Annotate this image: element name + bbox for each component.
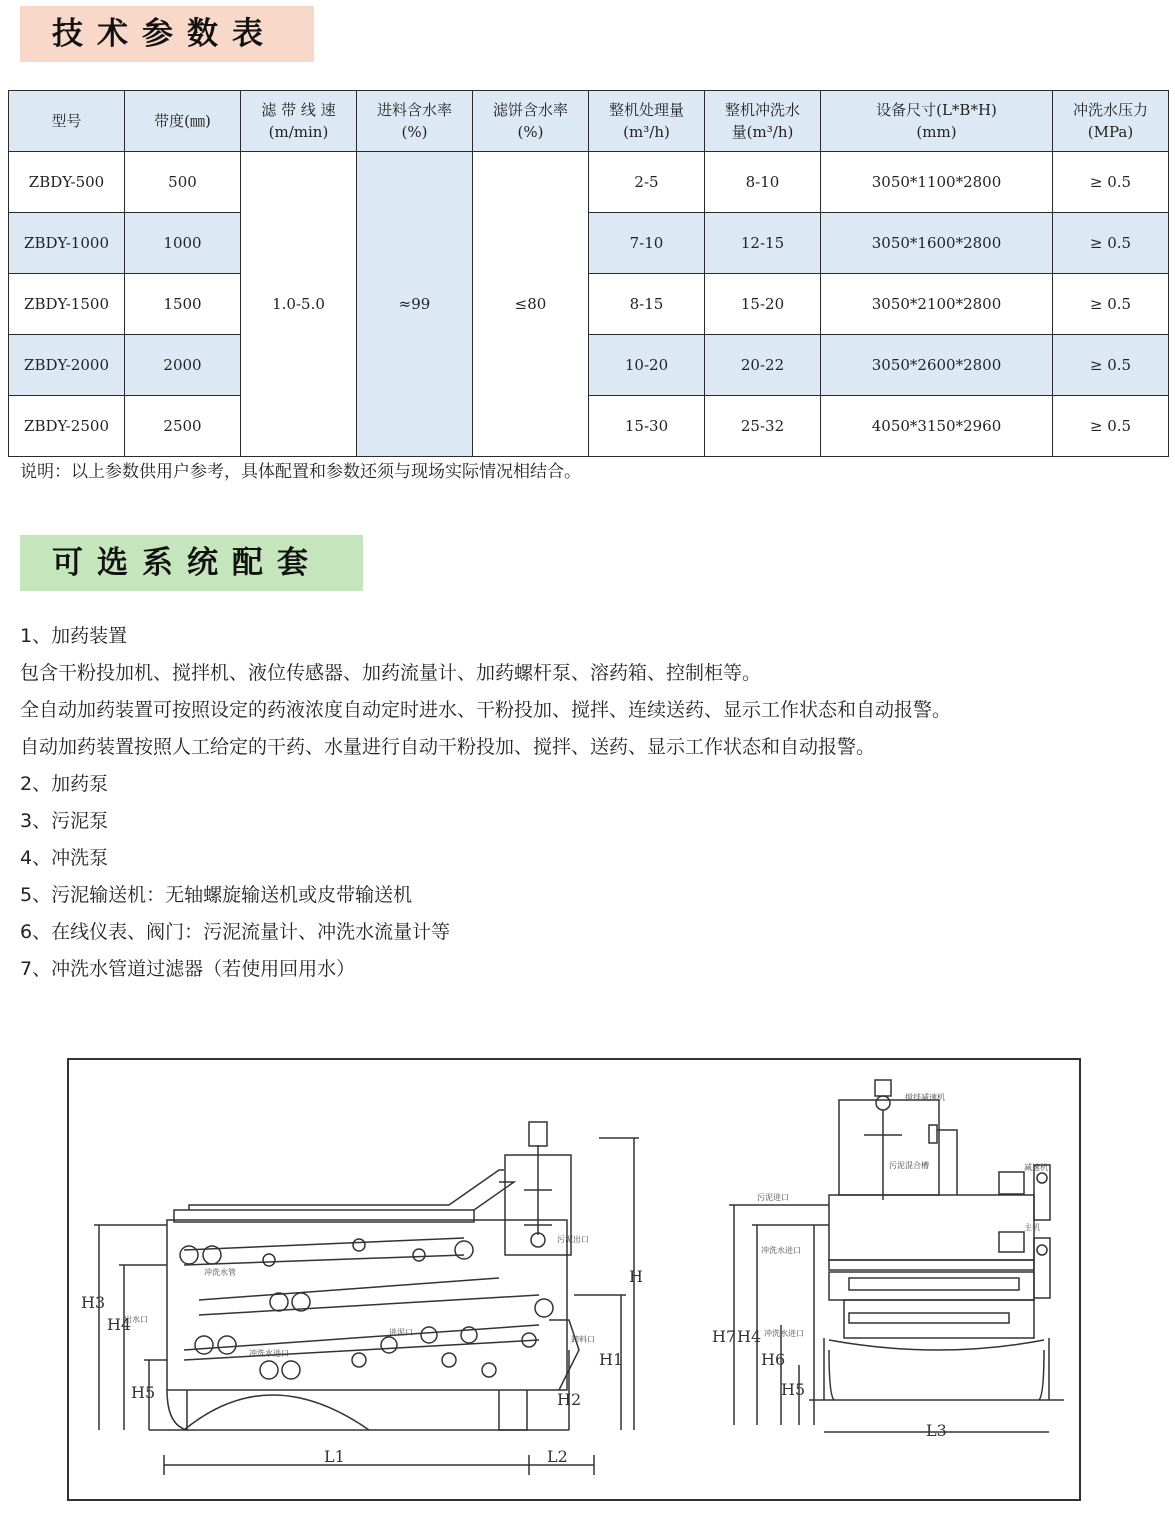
- note-reducer: 减速机: [1024, 1163, 1048, 1172]
- note-water-out: 出水口: [124, 1315, 148, 1324]
- cell-wash: 15-20: [705, 274, 821, 335]
- cell-model: ZBDY-2000: [9, 335, 125, 396]
- cell-size: 3050*2600*2800: [821, 335, 1053, 396]
- cell-capacity: 10-20: [589, 335, 705, 396]
- diagram-drawing: [69, 1060, 1079, 1499]
- cell-capacity: 8-15: [589, 274, 705, 335]
- list-item: 1、加药装置: [20, 625, 128, 647]
- label-L1: L1: [324, 1447, 345, 1466]
- cell-width: 500: [125, 152, 241, 213]
- list-item: 5、污泥输送机：无轴螺旋输送机或皮带输送机: [20, 884, 413, 906]
- cell-wash: 12-15: [705, 213, 821, 274]
- note-feed: 进泥口: [389, 1328, 413, 1337]
- label-H2: H2: [557, 1390, 582, 1409]
- tank-motor: [529, 1122, 547, 1146]
- side-main-motor: [999, 1232, 1024, 1252]
- side-tank: [839, 1100, 939, 1195]
- note-inlet1: 污泥进口: [757, 1193, 789, 1202]
- cell-feed-moisture: ≈99: [357, 152, 473, 457]
- label-L2: L2: [547, 1447, 568, 1466]
- list-item: 7、冲洗水管道过滤器（若使用回用水）: [20, 958, 356, 980]
- cell-capacity: 2-5: [589, 152, 705, 213]
- list-item: 6、在线仪表、阀门：污泥流量计、冲洗水流量计等: [20, 921, 451, 943]
- cell-wash: 25-32: [705, 396, 821, 457]
- cell-capacity: 15-30: [589, 396, 705, 457]
- table-row: [9, 152, 1169, 213]
- note-outlet: 污泥出口: [557, 1235, 589, 1244]
- cell-size: 3050*1100*2800: [821, 152, 1053, 213]
- cell-pressure: ≥ 0.5: [1053, 152, 1169, 213]
- label-H3: H3: [81, 1293, 106, 1312]
- machine-diagram: [67, 1058, 1081, 1501]
- list-item: 全自动加药装置可按照设定的药液浓度自动定时进水、干粉投加、搅拌、连续送药、显示工作状态和自动报警。: [20, 699, 952, 721]
- section-title-options: 可选系统配套: [20, 535, 363, 591]
- table-row: [9, 274, 1169, 335]
- label-H5-side: H5: [781, 1380, 806, 1399]
- spec-table: [8, 90, 1169, 457]
- label-L3: L3: [926, 1421, 947, 1440]
- cell-width: 2500: [125, 396, 241, 457]
- list-item: 4、冲洗泵: [20, 847, 109, 869]
- side-upper-frame: [829, 1195, 1034, 1260]
- front-pipe: [474, 1182, 514, 1210]
- cell-model: ZBDY-1500: [9, 274, 125, 335]
- note-wash: 冲洗水进口: [764, 1329, 804, 1338]
- cell-speed: 1.0-5.0: [241, 152, 357, 457]
- cell-pressure: ≥ 0.5: [1053, 396, 1169, 457]
- cell-model: ZBDY-2500: [9, 396, 125, 457]
- cell-width: 2000: [125, 335, 241, 396]
- table-row: [9, 213, 1169, 274]
- label-H7: H7: [712, 1327, 737, 1346]
- header-cake-moisture: 滤饼含水率 (%): [473, 91, 589, 152]
- cell-pressure: ≥ 0.5: [1053, 274, 1169, 335]
- list-item: 包含干粉投加机、搅拌机、液位传感器、加药流量计、加药螺杆泵、溶药箱、控制柜等。: [20, 662, 762, 684]
- label-H6: H6: [761, 1350, 786, 1369]
- note-motor: 搅拌减速机: [905, 1093, 945, 1102]
- side-view: [729, 1080, 1064, 1432]
- cell-model: ZBDY-500: [9, 152, 125, 213]
- header-speed: 滤 带 线 速 (m/min): [241, 91, 357, 152]
- discharge-chute: [549, 1320, 579, 1390]
- wash-pipe: [189, 1170, 504, 1210]
- table-row: [9, 396, 1169, 457]
- header-feed-moisture: 进料含水率 (%): [357, 91, 473, 152]
- cell-cake-moisture: ≤80: [473, 152, 589, 457]
- label-H: H: [629, 1267, 643, 1286]
- note-main: 主机: [1024, 1223, 1040, 1232]
- list-item: 3、污泥泵: [20, 810, 109, 832]
- header-width: 带度(㎜): [125, 91, 241, 152]
- table-row: [9, 335, 1169, 396]
- note-tank: 污泥混合槽: [889, 1161, 929, 1170]
- note-wash-pipe: 冲洗水管: [204, 1268, 236, 1277]
- note-discharge: 卸料口: [571, 1335, 595, 1344]
- cell-size: 3050*1600*2800: [821, 213, 1053, 274]
- label-H1: H1: [599, 1350, 624, 1369]
- cell-model: ZBDY-1000: [9, 213, 125, 274]
- header-model: 型号: [9, 91, 125, 152]
- side-reducer: [999, 1172, 1024, 1194]
- cell-wash: 8-10: [705, 152, 821, 213]
- cell-size: 3050*2100*2800: [821, 274, 1053, 335]
- list-item: 自动加药装置按照人工给定的干药、水量进行自动干粉投加、搅拌、送药、显示工作状态和自动报警。: [20, 736, 876, 758]
- cell-capacity: 7-10: [589, 213, 705, 274]
- section-title-spec: 技术参数表: [20, 6, 314, 62]
- options-list: [20, 618, 951, 988]
- header-pressure: 冲洗水压力 (MPa): [1053, 91, 1169, 152]
- cell-wash: 20-22: [705, 335, 821, 396]
- label-H4-side: H4: [737, 1327, 762, 1346]
- label-H5: H5: [131, 1383, 156, 1402]
- cell-pressure: ≥ 0.5: [1053, 335, 1169, 396]
- table-header-row: [9, 91, 1169, 152]
- label-H4: H4: [107, 1315, 132, 1334]
- cell-width: 1000: [125, 213, 241, 274]
- note-inlet2: 冲洗水进口: [761, 1246, 801, 1255]
- cell-width: 1500: [125, 274, 241, 335]
- header-wash-water: 整机冲洗水 量(m³/h): [705, 91, 821, 152]
- cell-pressure: ≥ 0.5: [1053, 213, 1169, 274]
- note-wash-in: 冲洗水进口: [249, 1349, 289, 1358]
- list-item: 2、加药泵: [20, 773, 109, 795]
- header-capacity: 整机处理量 (m³/h): [589, 91, 705, 152]
- front-view: [94, 1122, 639, 1475]
- cell-size: 4050*3150*2960: [821, 396, 1053, 457]
- header-size: 设备尺寸(L*B*H) (mm): [821, 91, 1053, 152]
- table-note: 说明：以上参数供用户参考，具体配置和参数还须与现场实际情况相结合。: [20, 462, 581, 482]
